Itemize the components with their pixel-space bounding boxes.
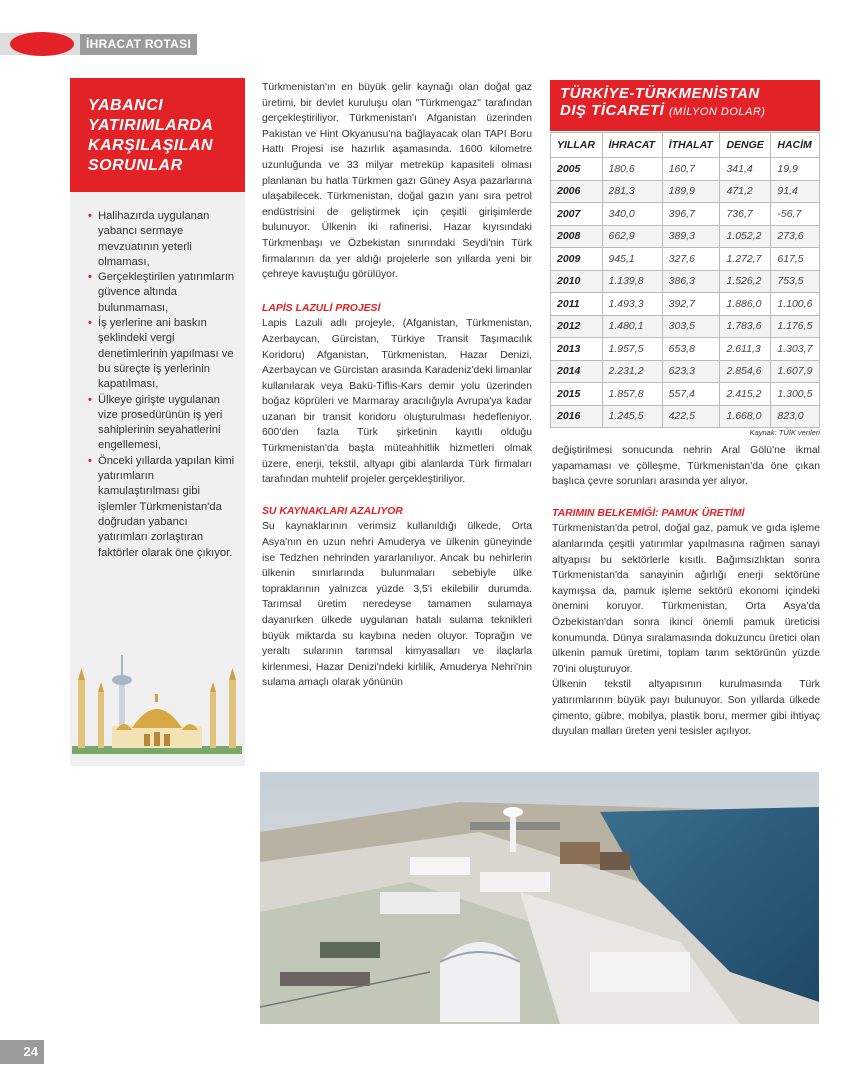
- paragraph: Ülkenin tekstil altyapısının kurulmasında Türk yatırımlarının büyük payı bulunuyor. Son yıllarda ülkede çimento, gübre, mobilya, plastik boru, mermer gibi ihtiyaç duyulan malları üreten yeni tesisler açılıyor.: [552, 679, 820, 738]
- value-cell: 1.957,5: [602, 338, 662, 361]
- year-cell: 2010: [551, 270, 603, 293]
- subheading-cotton: TARIMIN BELKEMİĞİ: PAMUK ÜRETİMİ: [552, 507, 745, 519]
- list-item: • Halihazırda uygulanan yabancı sermaye mevzuatının yeterli olmaması,: [88, 209, 238, 270]
- value-cell: 281,3: [602, 180, 662, 203]
- value-cell: 1.303,7: [771, 338, 820, 361]
- value-cell: 623,3: [662, 360, 720, 383]
- value-cell: 189,9: [662, 180, 720, 203]
- value-cell: 396,7: [662, 203, 720, 226]
- year-cell: 2012: [551, 315, 603, 338]
- column-2: [552, 443, 820, 740]
- value-cell: 389,3: [662, 225, 720, 248]
- subheading-water: SU KAYNAKLARI AZALIYOR: [262, 505, 403, 517]
- value-cell: 1.526,2: [720, 270, 771, 293]
- value-cell: 1.139,8: [602, 270, 662, 293]
- value-cell: 1.668,0: [720, 405, 771, 428]
- page-number: 24: [0, 1040, 44, 1064]
- value-cell: 736,7: [720, 203, 771, 226]
- table-source: Kaynak: TÜİK verileri: [749, 428, 820, 437]
- table-row: [551, 180, 820, 203]
- table-row: [551, 293, 820, 316]
- header-red-oval: [10, 32, 74, 56]
- value-cell: 1.176,5: [771, 315, 820, 338]
- list-item: • Önceki yıllarda yapılan kimi yatırımların kamulaştırılması gibi işlemler Türkmenistan'da doğrudan yabancı yatırımları zorlaştıran faktörler olarak öne çıkıyor.: [88, 454, 238, 561]
- value-cell: 19,9: [771, 158, 820, 181]
- column-header: YILLAR: [551, 133, 603, 158]
- value-cell: 2.854,6: [720, 360, 771, 383]
- year-cell: 2005: [551, 158, 603, 181]
- paragraph: Su kaynaklarının verimsiz kullanıldığı ülkede, Orta Asya'nın en uzun nehri Amuderya ve ülkenin güneyinde ise Tedzhen nehrinden yararlanılıyor. Ancak bu nehirlerin ülkenin sınırlarında bulunmaları sebebiyle ülke topraklarının yalnızca yüzde 3,5'i ekilebilir durumda. Tarımsal üretim neredeyse tamamen sulamaya dayanırken ülkede uygulanan hatalı sulama teknikleri büyük miktarda su kaybına neden oluyor. Toprağın ve yeraltı sularının tarımsal kimyasalları ve ilaçlarla kirlenmesi, Hazar Denizi'ndeki kirlilik, Amuderya Nehri'nin sulama amaçlı olarak yönünün: [262, 521, 532, 689]
- trade-table-title-2: DIŞ TİCARETİ: [560, 102, 665, 119]
- value-cell: 340,0: [602, 203, 662, 226]
- port-photo: [260, 772, 819, 1024]
- year-cell: 2013: [551, 338, 603, 361]
- table-row: [551, 203, 820, 226]
- column-header: İHRACAT: [602, 133, 662, 158]
- value-cell: 1.480,1: [602, 315, 662, 338]
- trade-table-title: TÜRKİYE-TÜRKMENİSTAN: [560, 85, 760, 102]
- value-cell: 1.100,6: [771, 293, 820, 316]
- subheading-lapis: LAPİS LAZULİ PROJESİ: [262, 302, 381, 314]
- column-header: HACİM: [771, 133, 820, 158]
- list-item: • Ülkeye girişte uygulanan vize prosedürünün iş yeri sahiplerinin seyahatlerini engellemesi,: [88, 393, 238, 454]
- value-cell: 471,2: [720, 180, 771, 203]
- value-cell: 273,6: [771, 225, 820, 248]
- value-cell: 662,9: [602, 225, 662, 248]
- table-row: [551, 315, 820, 338]
- value-cell: 557,4: [662, 383, 720, 406]
- table-header-row: [551, 133, 820, 158]
- year-cell: 2015: [551, 383, 603, 406]
- value-cell: -56,7: [771, 203, 820, 226]
- value-cell: 1.493,3: [602, 293, 662, 316]
- trade-table: [550, 132, 820, 428]
- value-cell: 1.857,8: [602, 383, 662, 406]
- list-item: • Gerçekleştirilen yatırımların güvence altında bulunmaması,: [88, 270, 238, 316]
- value-cell: 753,5: [771, 270, 820, 293]
- value-cell: 1.272,7: [720, 248, 771, 271]
- mosque-illustration: [72, 650, 242, 756]
- year-cell: 2006: [551, 180, 603, 203]
- value-cell: 1.886,0: [720, 293, 771, 316]
- value-cell: 1.052,2: [720, 225, 771, 248]
- value-cell: 327,6: [662, 248, 720, 271]
- value-cell: 945,1: [602, 248, 662, 271]
- value-cell: 386,3: [662, 270, 720, 293]
- value-cell: 1.245,5: [602, 405, 662, 428]
- value-cell: 2.611,3: [720, 338, 771, 361]
- table-row: [551, 248, 820, 271]
- table-row: [551, 405, 820, 428]
- value-cell: 617,5: [771, 248, 820, 271]
- trade-table-body: [551, 158, 820, 428]
- value-cell: 180,6: [602, 158, 662, 181]
- year-cell: 2011: [551, 293, 603, 316]
- year-cell: 2016: [551, 405, 603, 428]
- paragraph: Türkmenistan'ın en büyük gelir kaynağı olan doğal gaz üretimi, bir devlet kuruluşu olan "Türkmengaz" tarafından gerçekleştiriliyor. Türkmenistan'ı Afganistan üzerinden Pakistan ve Hint Okyanusu'na bağlayacak olan TAPI Boru Hattı Projesi ise hazırlık aşamasında. 1600 kilometre uzunluğunda ve 33 milyar metreküp kapasiteli olması planlanan bu hatla Türkmen gazı Güney Asya pazarlarına ulaşabilecek. Türkmenistan, doğal gazın yanı sıra petrol endüstrisini de geliştirmek için çeşitli girişimlerde bulunuyor. Ülkenin iki rafinerisi, Hazar kıyısındaki Türkmenbaşı ve Özbekistan sınırındaki Seydi'nin Türk firmalarının da yer aldığı projelerle son yıllarda yeni bir çehreye kavuştuğu görülüyor.: [262, 82, 532, 281]
- value-cell: 1.300,5: [771, 383, 820, 406]
- paragraph: Lapis Lazuli adlı projeyle, (Afganistan, Türkmenistan, Azerbaycan, Gürcistan, Türkiye Transit Taşımacılık Koridoru) Afganistan, Türkmenistan, Hazar Denizi, Azerbaycan ve Gürcistan arasında Karadeniz'deki limanlar kullanılarak veya Bakü-Tiflis-Kars demir yolu üzerinden boğaz köprüleri ve Marmaray aracılığıyla Avrupa'ya kadar uzanan bir transit koridoru oluşturulması hedefleniyor. 600'den fazla Türk şirketinin kayıtlı olduğu Türkmenistan'da başta müteahhitlik hizmetleri olmak üzere, enerji, tekstil, altyapı gibi alanlarda Türk firmaları tarafından muhtelif projeler gerçekleştiriliyor.: [262, 318, 532, 486]
- year-cell: 2009: [551, 248, 603, 271]
- table-row: [551, 225, 820, 248]
- value-cell: 1.607,9: [771, 360, 820, 383]
- sidebar-title: YABANCI YATIRIMLARDA KARŞILAŞILAN SORUNLAR: [88, 97, 214, 174]
- trade-table-box: [550, 80, 820, 428]
- table-row: [551, 270, 820, 293]
- value-cell: 303,5: [662, 315, 720, 338]
- value-cell: 160,7: [662, 158, 720, 181]
- value-cell: 2.231,2: [602, 360, 662, 383]
- table-row: [551, 158, 820, 181]
- paragraph: değiştirilmesi sonucunda nehrin Aral Gölü'ne ikmal yapamaması ve çölleşme, Türkmenistan'da öne çıkan başlıca çevre sorunları arasında yer alıyor.: [552, 445, 820, 488]
- value-cell: 823,0: [771, 405, 820, 428]
- section-tag: İHRACAT ROTASI: [80, 34, 197, 55]
- column-1: [262, 80, 532, 691]
- year-cell: 2008: [551, 225, 603, 248]
- value-cell: 2.415,2: [720, 383, 771, 406]
- value-cell: 341,4: [720, 158, 771, 181]
- value-cell: 91,4: [771, 180, 820, 203]
- trade-table-unit: (MİLYON DOLAR): [669, 106, 766, 118]
- trade-table-header: [550, 80, 820, 131]
- value-cell: 422,5: [662, 405, 720, 428]
- value-cell: 653,8: [662, 338, 720, 361]
- paragraph: Türkmenistan'da petrol, doğal gaz, pamuk ve gıda işleme alanlarında çeşitli yatırımlar yapılmasına rağmen sanayi altyapısı bu sektörlerle kısıtlı. Bağımsızlıktan sonra Türkmenistan'da sanayinin ağırlığı enerji sektörüne kaymışsa da, pamuk işleme sektörü ekonomi içindeki önemini koruyor. Türkmenistan, Orta Asya'da Özbekistan'dan sonra ikinci önemli pamuk üreticisi konumunda. Dünya sıralamasında dokuzuncu üretici olan ülkenin pamuk üretimi, toplam tarım sektörünün yüzde 70'ini oluşturuyor.: [552, 523, 820, 675]
- value-cell: 1.783,6: [720, 315, 771, 338]
- sidebar-list: [88, 209, 238, 561]
- column-header: DENGE: [720, 133, 771, 158]
- value-cell: 392,7: [662, 293, 720, 316]
- table-row: [551, 383, 820, 406]
- table-row: [551, 338, 820, 361]
- table-row: [551, 360, 820, 383]
- list-item: • İş yerlerine ani baskın şeklindeki vergi denetimlerinin yapılması ve bu süreçte iş yerlerinin kapatılması,: [88, 316, 238, 392]
- year-cell: 2007: [551, 203, 603, 226]
- year-cell: 2014: [551, 360, 603, 383]
- column-header: İTHALAT: [662, 133, 720, 158]
